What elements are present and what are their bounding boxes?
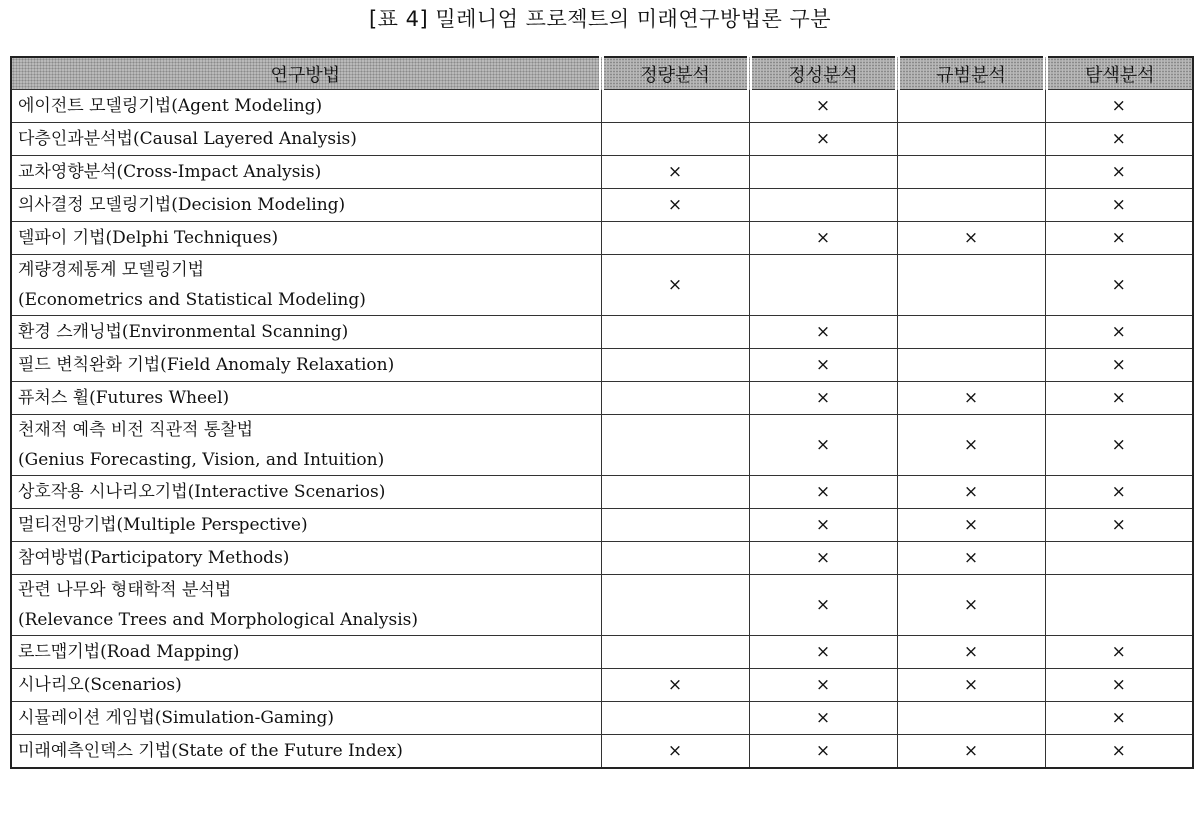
- quantitative-mark-cell: [601, 509, 749, 542]
- x-mark-icon: ×: [1111, 129, 1126, 149]
- quantitative-mark-cell: [601, 669, 749, 702]
- qualitative-mark-cell: [749, 542, 897, 575]
- x-mark-icon: ×: [1111, 322, 1126, 342]
- x-mark-icon: ×: [1111, 708, 1126, 728]
- method-name-line: 환경 스캐닝법(Environmental Scanning): [18, 322, 349, 342]
- method-name-cell: [11, 509, 601, 542]
- x-mark-icon: ×: [1111, 741, 1126, 761]
- method-name-cell: [11, 575, 601, 636]
- table-caption: [표 4] 밀레니엄 프로젝트의 미래연구방법론 구분: [368, 7, 832, 31]
- x-mark-icon: ×: [815, 388, 831, 408]
- normative-mark-cell: [897, 349, 1045, 382]
- exploratory-mark-cell: [1045, 156, 1193, 189]
- method-name-line: 시나리오(Scenarios): [18, 675, 182, 695]
- table-row: [11, 156, 1193, 189]
- method-name-line: (Relevance Trees and Morphological Analysis): [18, 610, 418, 630]
- method-name-line: 관련 나무와 형태학적 분석법: [18, 580, 232, 600]
- qualitative-mark-cell: [749, 316, 897, 349]
- method-name-line: 의사결정 모델링기법(Decision Modeling): [18, 195, 346, 215]
- method-name-cell: [11, 415, 601, 476]
- exploratory-mark-cell: [1045, 702, 1193, 735]
- method-name-cell: [11, 542, 601, 575]
- table-row: [11, 509, 1193, 542]
- x-mark-icon: ×: [963, 595, 979, 615]
- qualitative-mark-cell: [749, 90, 897, 123]
- qualitative-mark-cell: [749, 476, 897, 509]
- qualitative-mark-cell: [749, 636, 897, 669]
- header-qualitative: 정성분석: [749, 57, 897, 90]
- normative-mark-cell: [897, 509, 1045, 542]
- exploratory-mark-cell: [1045, 669, 1193, 702]
- exploratory-mark-cell: [1045, 575, 1193, 636]
- x-mark-icon: ×: [815, 548, 831, 568]
- table-row: [11, 123, 1193, 156]
- quantitative-mark-cell: [601, 156, 749, 189]
- research-methods-table: [10, 56, 1194, 769]
- x-mark-icon: ×: [1111, 482, 1126, 502]
- x-mark-icon: ×: [1111, 435, 1126, 455]
- exploratory-mark-cell: [1045, 222, 1193, 255]
- method-name-cell: [11, 316, 601, 349]
- qualitative-mark-cell: [749, 382, 897, 415]
- header-normative: 규범분석: [897, 57, 1045, 90]
- method-name-cell: [11, 189, 601, 222]
- table-body: [11, 90, 1193, 769]
- header-row: [11, 57, 1193, 90]
- quantitative-mark-cell: [601, 382, 749, 415]
- quantitative-mark-cell: [601, 636, 749, 669]
- x-mark-icon: ×: [1111, 388, 1126, 408]
- table-row: [11, 669, 1193, 702]
- table-row: [11, 735, 1193, 769]
- exploratory-mark-cell: [1045, 90, 1193, 123]
- x-mark-icon: ×: [667, 741, 683, 761]
- method-name-line: 상호작용 시나리오기법(Interactive Scenarios): [18, 482, 386, 502]
- method-name-cell: [11, 476, 601, 509]
- qualitative-mark-cell: [749, 156, 897, 189]
- method-name-cell: [11, 702, 601, 735]
- table-row: [11, 316, 1193, 349]
- quantitative-mark-cell: [601, 349, 749, 382]
- normative-mark-cell: [897, 575, 1045, 636]
- x-mark-icon: ×: [1111, 642, 1126, 662]
- normative-mark-cell: [897, 222, 1045, 255]
- x-mark-icon: ×: [815, 435, 831, 455]
- method-name-line: 미래예측인덱스 기법(State of the Future Index): [18, 741, 403, 761]
- x-mark-icon: ×: [1111, 515, 1126, 535]
- x-mark-icon: ×: [815, 741, 831, 761]
- x-mark-icon: ×: [815, 675, 831, 695]
- x-mark-icon: ×: [963, 228, 979, 248]
- method-name-cell: [11, 349, 601, 382]
- method-name-cell: [11, 222, 601, 255]
- method-name-cell: [11, 382, 601, 415]
- quantitative-mark-cell: [601, 542, 749, 575]
- table-row: [11, 476, 1193, 509]
- method-name-cell: [11, 90, 601, 123]
- x-mark-icon: ×: [815, 96, 831, 116]
- x-mark-icon: ×: [815, 228, 831, 248]
- x-mark-icon: ×: [1111, 275, 1126, 295]
- exploratory-mark-cell: [1045, 415, 1193, 476]
- method-name-line: 델파이 기법(Delphi Techniques): [18, 228, 279, 248]
- table-row: [11, 222, 1193, 255]
- qualitative-mark-cell: [749, 735, 897, 769]
- method-name-line: 천재적 예측 비전 직관적 통찰법: [18, 420, 254, 440]
- qualitative-mark-cell: [749, 415, 897, 476]
- qualitative-mark-cell: [749, 189, 897, 222]
- normative-mark-cell: [897, 90, 1045, 123]
- x-mark-icon: ×: [963, 741, 979, 761]
- normative-mark-cell: [897, 476, 1045, 509]
- quantitative-mark-cell: [601, 316, 749, 349]
- x-mark-icon: ×: [667, 275, 683, 295]
- x-mark-icon: ×: [963, 435, 979, 455]
- x-mark-icon: ×: [815, 595, 831, 615]
- quantitative-mark-cell: [601, 255, 749, 316]
- normative-mark-cell: [897, 636, 1045, 669]
- method-name-line: 계량경제통계 모델링기법: [18, 260, 205, 280]
- exploratory-mark-cell: [1045, 636, 1193, 669]
- method-name-cell: [11, 156, 601, 189]
- x-mark-icon: ×: [815, 355, 831, 375]
- x-mark-icon: ×: [815, 515, 831, 535]
- table-row: [11, 189, 1193, 222]
- x-mark-icon: ×: [815, 322, 831, 342]
- method-name-line: 필드 변칙완화 기법(Field Anomaly Relaxation): [18, 355, 395, 375]
- exploratory-mark-cell: [1045, 476, 1193, 509]
- x-mark-icon: ×: [1111, 228, 1126, 248]
- x-mark-icon: ×: [815, 642, 831, 662]
- x-mark-icon: ×: [1111, 96, 1126, 116]
- x-mark-icon: ×: [963, 675, 979, 695]
- qualitative-mark-cell: [749, 123, 897, 156]
- x-mark-icon: ×: [667, 675, 683, 695]
- method-name-line: 시뮬레이션 게임법(Simulation-Gaming): [18, 708, 335, 728]
- quantitative-mark-cell: [601, 222, 749, 255]
- normative-mark-cell: [897, 123, 1045, 156]
- method-name-cell: [11, 636, 601, 669]
- normative-mark-cell: [897, 156, 1045, 189]
- method-name-line: (Econometrics and Statistical Modeling): [18, 290, 366, 310]
- quantitative-mark-cell: [601, 189, 749, 222]
- exploratory-mark-cell: [1045, 316, 1193, 349]
- table-row: [11, 349, 1193, 382]
- x-mark-icon: ×: [667, 162, 683, 182]
- table-row: [11, 415, 1193, 476]
- quantitative-mark-cell: [601, 575, 749, 636]
- method-name-line: 다층인과분석법(Causal Layered Analysis): [18, 129, 357, 149]
- quantitative-mark-cell: [601, 735, 749, 769]
- header-quantitative: 정량분석: [601, 57, 749, 90]
- table-row: [11, 702, 1193, 735]
- normative-mark-cell: [897, 189, 1045, 222]
- qualitative-mark-cell: [749, 669, 897, 702]
- x-mark-icon: ×: [815, 482, 831, 502]
- table-row: [11, 382, 1193, 415]
- header-method: 연구방법: [11, 57, 601, 90]
- exploratory-mark-cell: [1045, 735, 1193, 769]
- x-mark-icon: ×: [1111, 675, 1126, 695]
- x-mark-icon: ×: [963, 548, 979, 568]
- table-row: [11, 255, 1193, 316]
- method-name-line: 교차영향분석(Cross-Impact Analysis): [18, 162, 322, 182]
- method-name-line: (Genius Forecasting, Vision, and Intuition): [18, 450, 385, 470]
- qualitative-mark-cell: [749, 575, 897, 636]
- method-name-cell: [11, 255, 601, 316]
- x-mark-icon: ×: [667, 195, 683, 215]
- exploratory-mark-cell: [1045, 382, 1193, 415]
- qualitative-mark-cell: [749, 222, 897, 255]
- exploratory-mark-cell: [1045, 542, 1193, 575]
- x-mark-icon: ×: [963, 388, 979, 408]
- method-name-line: 로드맵기법(Road Mapping): [18, 642, 240, 662]
- x-mark-icon: ×: [1111, 195, 1126, 215]
- exploratory-mark-cell: [1045, 189, 1193, 222]
- method-name-cell: [11, 669, 601, 702]
- x-mark-icon: ×: [963, 642, 979, 662]
- normative-mark-cell: [897, 702, 1045, 735]
- exploratory-mark-cell: [1045, 509, 1193, 542]
- quantitative-mark-cell: [601, 123, 749, 156]
- table-row: [11, 90, 1193, 123]
- qualitative-mark-cell: [749, 255, 897, 316]
- normative-mark-cell: [897, 415, 1045, 476]
- method-name-cell: [11, 123, 601, 156]
- normative-mark-cell: [897, 542, 1045, 575]
- x-mark-icon: ×: [1111, 162, 1126, 182]
- exploratory-mark-cell: [1045, 349, 1193, 382]
- method-name-line: 퓨처스 휠(Futures Wheel): [18, 388, 230, 408]
- table-row: [11, 575, 1193, 636]
- qualitative-mark-cell: [749, 702, 897, 735]
- method-name-line: 참여방법(Participatory Methods): [18, 548, 290, 568]
- x-mark-icon: ×: [815, 708, 831, 728]
- x-mark-icon: ×: [815, 129, 831, 149]
- normative-mark-cell: [897, 382, 1045, 415]
- qualitative-mark-cell: [749, 509, 897, 542]
- table-row: [11, 636, 1193, 669]
- method-name-line: 에이전트 모델링기법(Agent Modeling): [18, 96, 323, 116]
- exploratory-mark-cell: [1045, 123, 1193, 156]
- table-row: [11, 542, 1193, 575]
- method-name-line: 멀티전망기법(Multiple Perspective): [18, 515, 308, 535]
- exploratory-mark-cell: [1045, 255, 1193, 316]
- quantitative-mark-cell: [601, 702, 749, 735]
- x-mark-icon: ×: [963, 482, 979, 502]
- quantitative-mark-cell: [601, 415, 749, 476]
- normative-mark-cell: [897, 669, 1045, 702]
- x-mark-icon: ×: [1111, 355, 1126, 375]
- qualitative-mark-cell: [749, 349, 897, 382]
- header-exploratory: 탐색분석: [1045, 57, 1193, 90]
- x-mark-icon: ×: [963, 515, 979, 535]
- normative-mark-cell: [897, 735, 1045, 769]
- quantitative-mark-cell: [601, 476, 749, 509]
- normative-mark-cell: [897, 316, 1045, 349]
- quantitative-mark-cell: [601, 90, 749, 123]
- method-name-cell: [11, 735, 601, 769]
- normative-mark-cell: [897, 255, 1045, 316]
